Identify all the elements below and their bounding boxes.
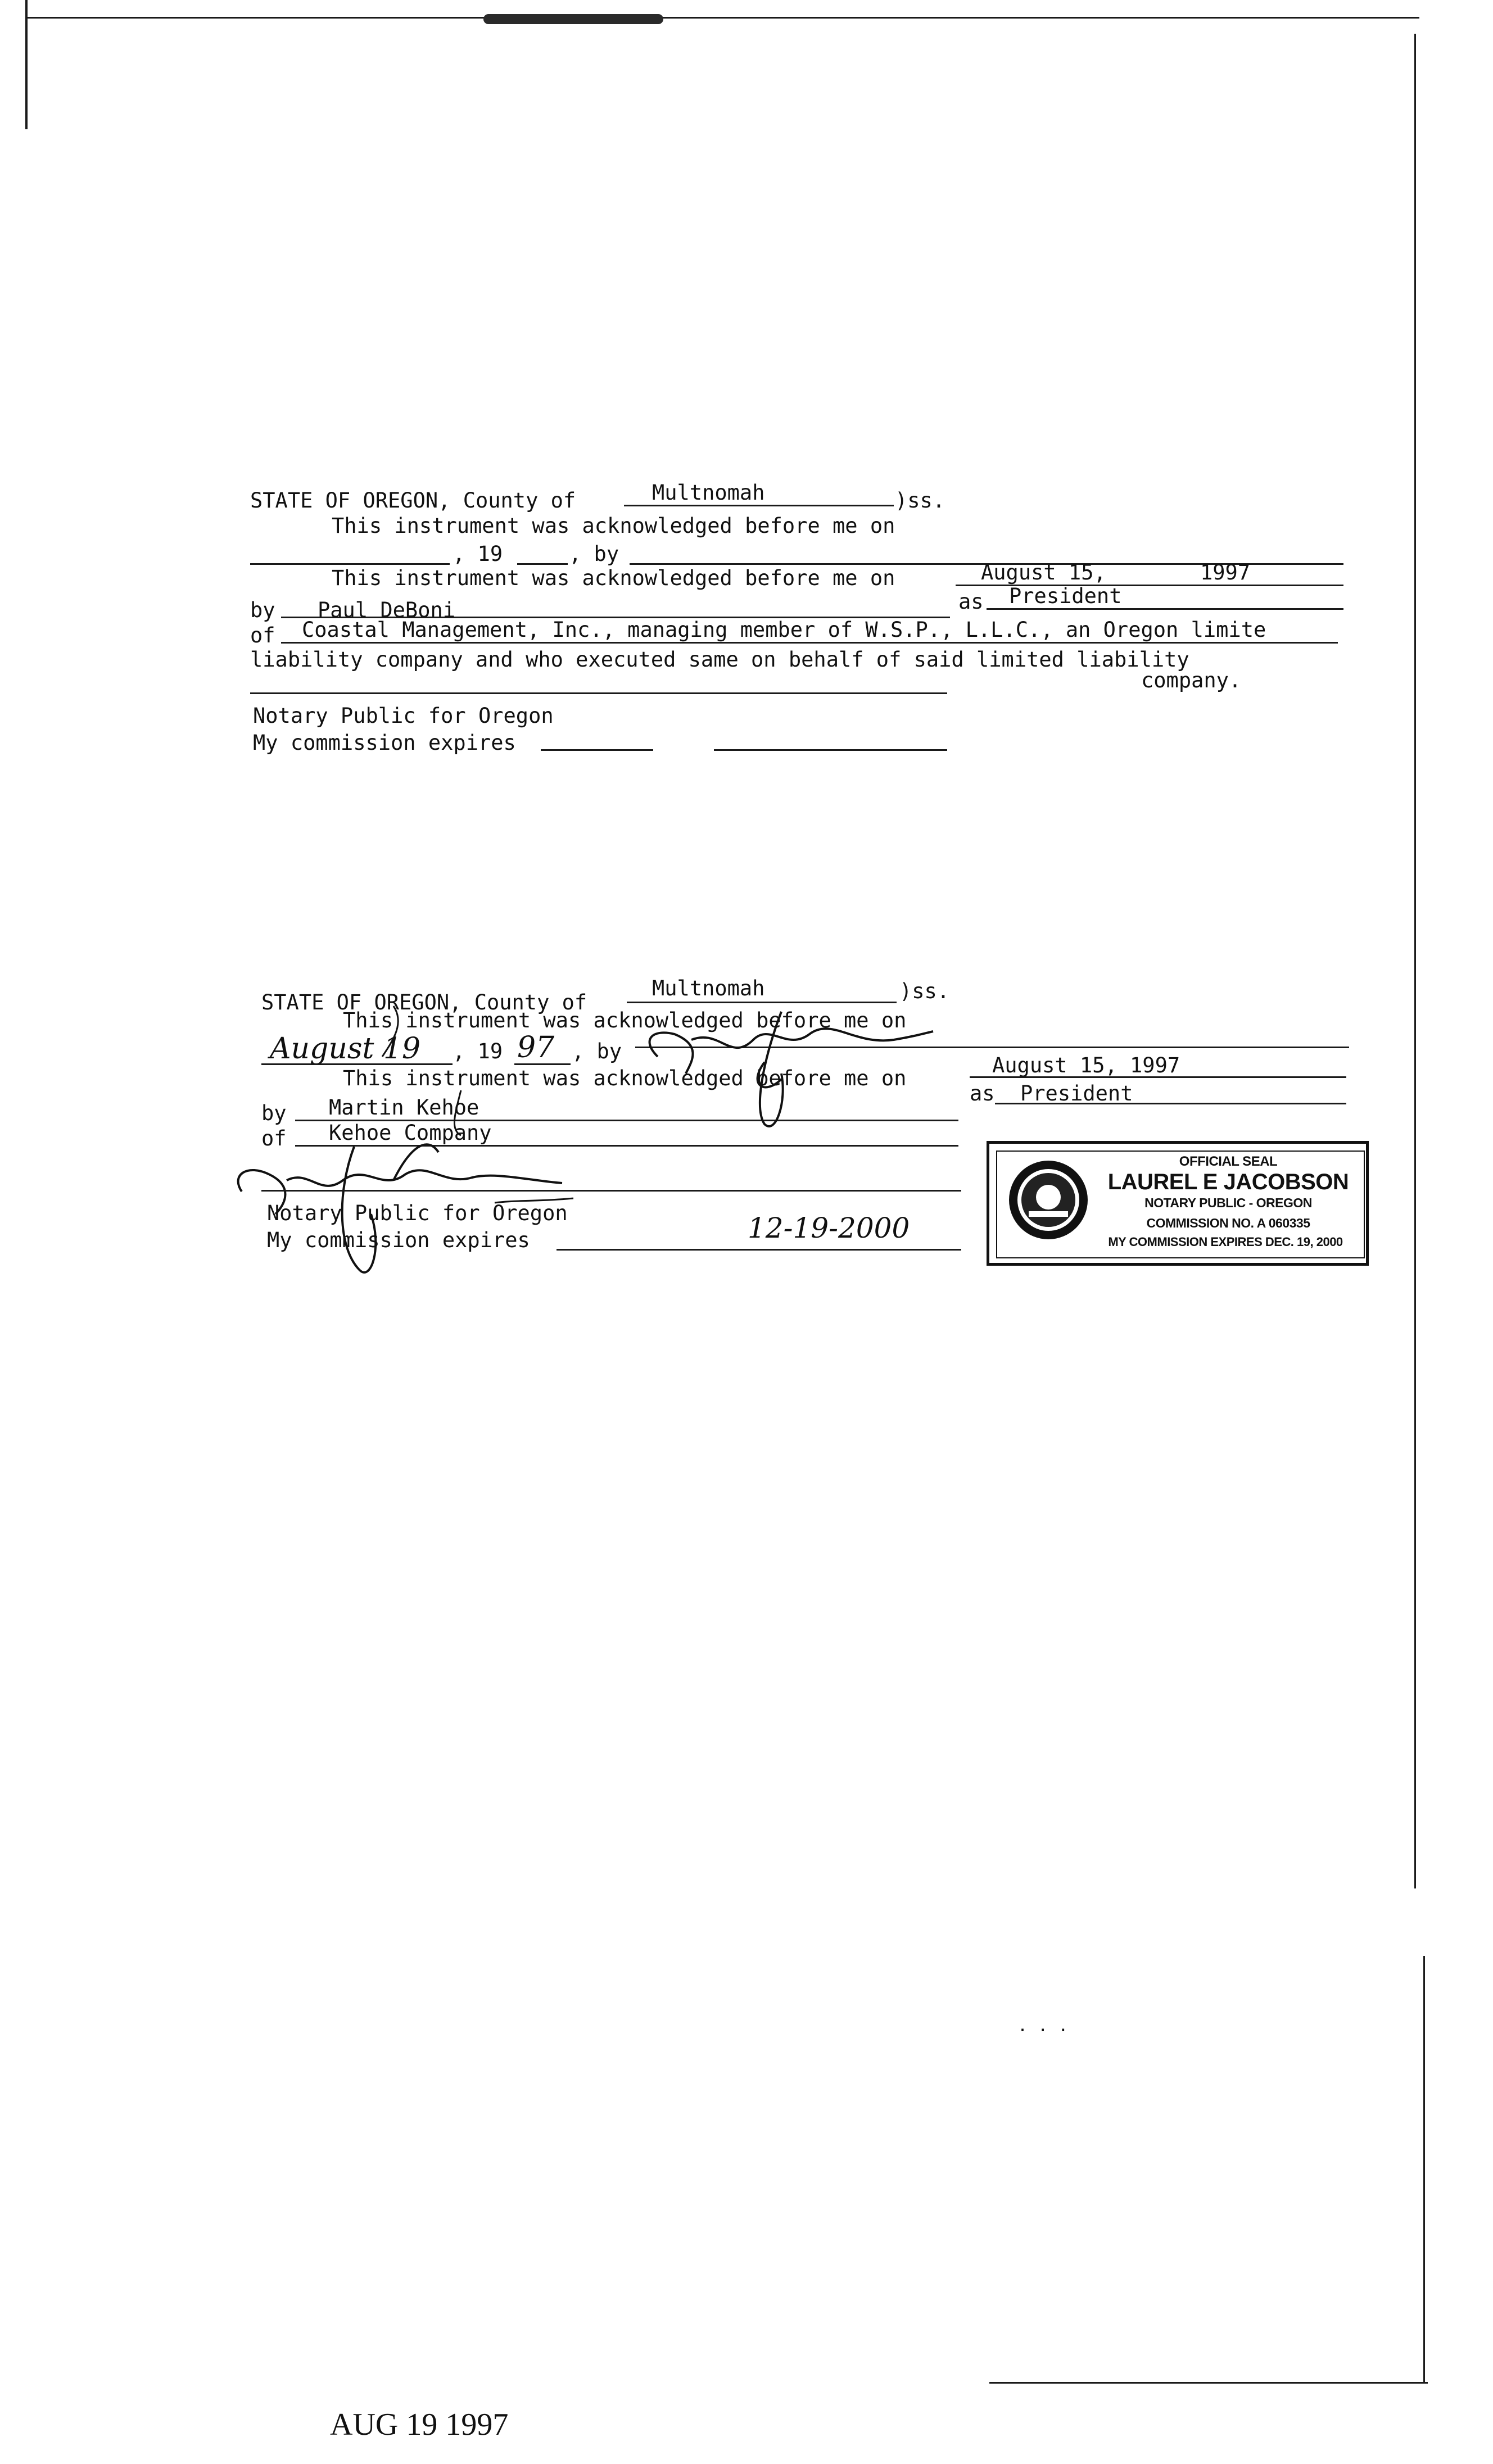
right-border-line-lower (1423, 1956, 1425, 2383)
by-label-3: by (261, 1101, 287, 1125)
county-value: Multnomah (652, 481, 765, 505)
left-border-line (25, 0, 28, 129)
county-underline (624, 505, 894, 506)
handwritten-year: 97 (517, 1031, 555, 1065)
ack-date-underline-2 (970, 1076, 1346, 1078)
ack-year: 1997 (1200, 560, 1251, 585)
of-label-2: of (261, 1126, 287, 1151)
of-label: of (250, 623, 275, 647)
commission-label-1: My commission expires (253, 731, 516, 755)
by-label-1: , by (569, 542, 619, 566)
company-underline (281, 642, 1338, 644)
commission-label-2: My commission expires (267, 1228, 530, 1252)
handwritten-date: August 19 (270, 1032, 421, 1066)
as-label-2: as (970, 1081, 995, 1106)
commission-blank-2 (557, 1249, 961, 1251)
seal-commission-no: COMMISSION NO. A 060335 (1146, 1216, 1310, 1230)
company-line-1: Coastal Management, Inc., managing member of W.S.P., L.L.C., an Oregon limite (302, 618, 1266, 642)
signer-name-2: Martin Kehoe (329, 1095, 479, 1120)
signature-line-1 (250, 692, 947, 694)
title-underline-2 (995, 1103, 1346, 1104)
ack-date: August 15, (981, 560, 1106, 585)
commission-expiry-handwritten: 12-19-2000 (748, 1212, 910, 1244)
year-prefix-2: , 19 (453, 1039, 503, 1063)
signature-line-2 (261, 1190, 961, 1192)
ss-label-2: )ss. (899, 979, 950, 1003)
official-seal-stamp (987, 1141, 1369, 1266)
top-border-line (25, 17, 1419, 19)
seal-official-label: OFFICIAL SEAL (1179, 1154, 1278, 1169)
seal-notary-name: LAUREL E JACOBSON (1107, 1170, 1349, 1194)
bottom-right-line (989, 2382, 1428, 2384)
year-prefix: , 19 (453, 542, 503, 566)
year-blank (517, 563, 568, 565)
scan-smudge (483, 14, 663, 24)
company-2: Kehoe Company (329, 1121, 492, 1145)
state-county-label: STATE OF OREGON, County of (250, 488, 576, 513)
as-label: as (958, 590, 984, 614)
seal-notary-public: NOTARY PUBLIC - OREGON (1144, 1195, 1312, 1210)
title-value-2: President (1020, 1081, 1133, 1106)
by-label-2b: , by (572, 1039, 622, 1063)
ss-label: )ss. (895, 488, 945, 513)
by-label-2: by (250, 598, 275, 622)
title-underline (987, 608, 1343, 610)
ack-line-2a: This instrument was acknowledged before me on (343, 1008, 907, 1032)
notary-label-1: Notary Public for Oregon (253, 704, 554, 728)
state-seal-icon (1006, 1158, 1091, 1242)
commission-blank-1b (714, 749, 947, 751)
ack-date-2: August 15, 1997 (992, 1053, 1180, 1077)
ack-line-1: This instrument was acknowledged before me on (332, 514, 895, 538)
date-blank-1 (250, 563, 450, 565)
ack-line-2: This instrument was acknowledged before me on (332, 566, 895, 590)
commission-blank-1a (541, 749, 653, 751)
signer-name: Paul DeBoni (318, 598, 456, 622)
state-county-label-2: STATE OF OREGON, County of (261, 990, 587, 1014)
scan-dots: . . . (1017, 2016, 1069, 2036)
received-date-stamp: AUG 19 1997 (330, 2407, 509, 2442)
company-line-2: liability company and who executed same on behalf of said limited liability (250, 647, 1189, 672)
ack-line-2b: This instrument was acknowledged before me on (343, 1066, 907, 1090)
right-border-line (1414, 34, 1416, 1888)
county-value-2: Multnomah (652, 976, 765, 1000)
seal-expires: MY COMMISSION EXPIRES DEC. 19, 2000 (1108, 1235, 1343, 1249)
title-value: President (1009, 584, 1122, 608)
company-line-3: company. (1141, 668, 1242, 692)
notary-label-2: Notary Public for Oregon (267, 1201, 568, 1225)
